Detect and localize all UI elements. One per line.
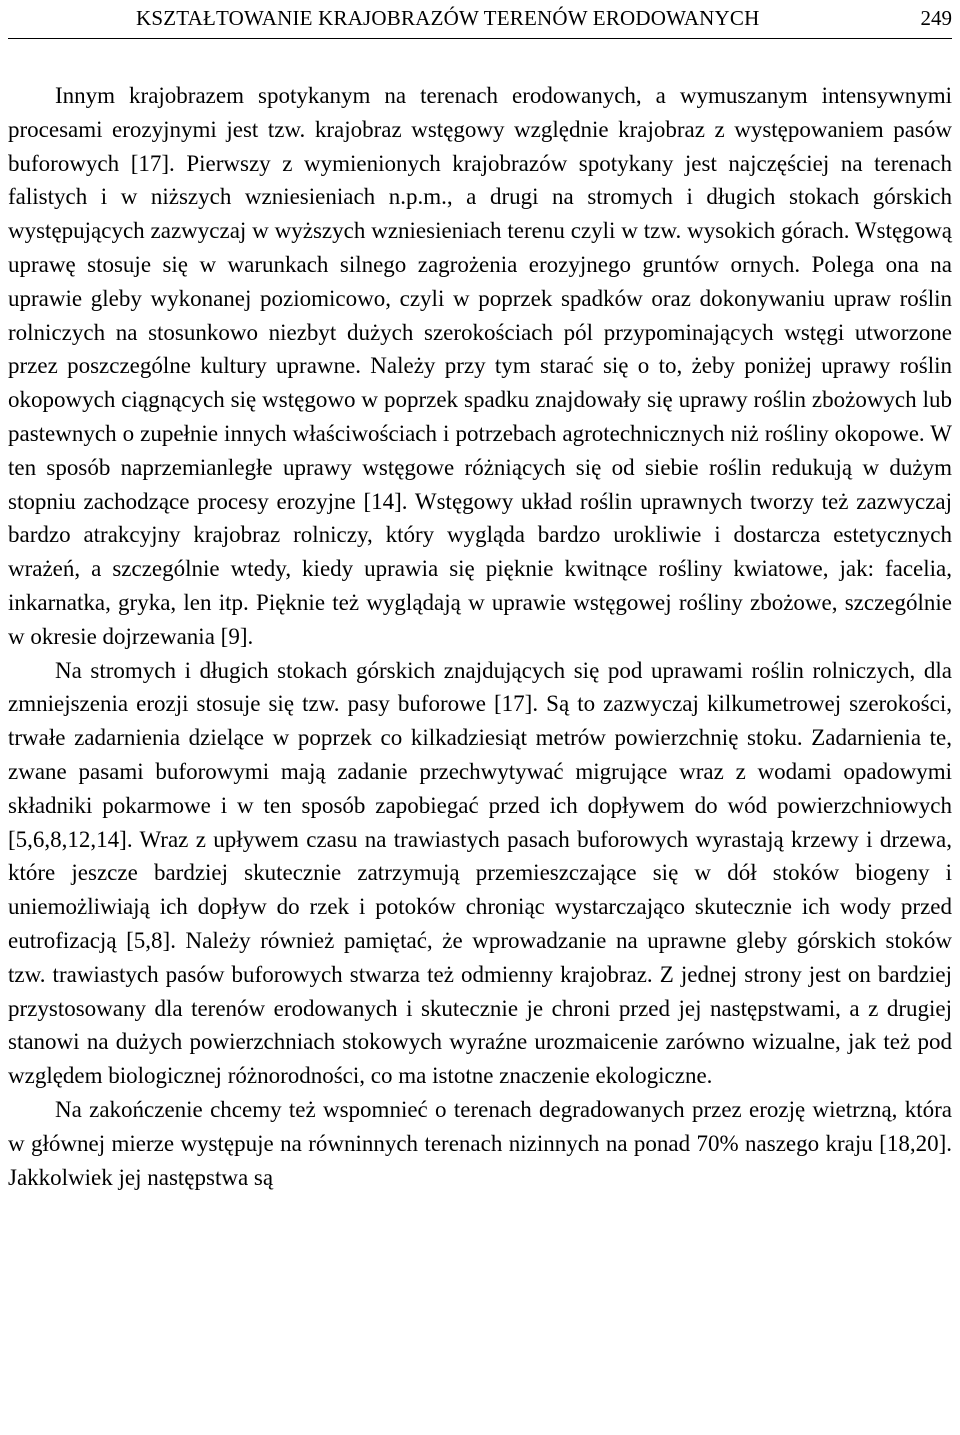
paragraph: Na stromych i długich stokach górskich znajdujących się pod uprawami roślin rolniczych, dla zmniejszenia erozji stosuje się tzw. pasy buforowe [17]. Są to zazwyczaj kilkumetrowej szerokości, trwałe zadarnienia dzielące w poprzek co kilkadziesiąt metrów powierzchnię stoku. Zadarnienia te, zwane pasami buforowymi mają zadanie przechwytywać migrujące wraz z wodami opadowymi składniki pokarmowe i w ten sposób zapobiegać przed ich dopływem do wód powierzchniowych [5,6,8,12,14]. Wraz z upływem czasu na trawiastych pasach buforowych wyrastają krzewy i drzewa, które jeszcze bardziej skutecznie zatrzymują przemieszczające się w dół stoków biogeny i uniemożliwiają ich dopływ do rzek i potoków chroniąc wystarczająco skutecznie ich wody przed eutrofizacją [5,8]. Należy również pamiętać, że wprowadzanie na uprawne gleby górskich stoków tzw. trawiastych pasów buforowych stwarza też odmienny krajobraz. Z jednej strony jest on bardziej przystosowany dla terenów erodowanych i skutecznie je chroni przed jej następstwami, a z drugiej stanowi na dużych powierzchniach stokowych wyraźne urozmaicenie zarówno wizualne, jak też pod względem biologicznej różnorodności, co ma istotne znaczenie ekologiczne.	[8, 657, 952, 1089]
running-header	[8, 0, 952, 39]
body-text	[8, 79, 952, 1194]
document-page	[8, 0, 952, 1194]
paragraph: Innym krajobrazem spotykanym na terenach erodowanych, a wymuszanym intensywnymi procesami erozyjnymi jest tzw. krajobraz wstęgowy względnie krajobraz z występowaniem pasów buforowych [17]. Pierwszy z wymienionych krajobrazów spotykany jest najczęściej na terenach falistych i w niższych wzniesieniach n.p.m., a drugi na stromych i długich stokach górskich występujących zazwyczaj w wyższych wzniesieniach terenu czyli w tzw. wysokich górach. Wstęgową uprawę stosuje się w warunkach silnego zagrożenia erozyjnego gruntów ornych. Polega ona na uprawie gleby wykonanej poziomicowo, czyli w poprzek spadków oraz dokonywaniu upraw roślin rolniczych na stosunkowo niezbyt dużych szerokościach pól przypominających wstęgi utworzone przez poszczególne kultury uprawne. Należy przy tym starać się o to, żeby poniżej uprawy roślin okopowych ciągnących się wstęgowo w poprzek spadku znajdowały się uprawy roślin zbożowych lub pastewnych o zupełnie innych właściwościach i potrzebach agrotechnicznych niż rośliny okopowe. W ten sposób naprzemianległe uprawy wstęgowe różniących się od siebie roślin redukują w dużym stopniu zachodzące procesy erozyjne [14]. Wstęgowy układ roślin uprawnych tworzy też zazwyczaj bardzo atrakcyjny krajobraz rolniczy, który wygląda bardzo urokliwie i dostarcza estetycznych wrażeń, a szczególnie wtedy, kiedy uprawia się pięknie kwitnące rośliny kwiatowe, jak: facelia, inkarnatka, gryka, len itp. Pięknie też wyglądają w uprawie wstęgowej rośliny zbożowe, szczególnie w okresie dojrzewania [9].	[8, 83, 952, 649]
page-number: 249	[920, 6, 952, 30]
paragraph: Na zakończenie chcemy też wspomnieć o terenach degradowanych przez erozję wietrzną, która w głównej mierze występuje na równinnych terenach nizinnych na ponad 70% naszego kraju [18,20]. Jakkolwiek jej następstwa są	[8, 1096, 952, 1190]
running-title: KSZTAŁTOWANIE KRAJOBRAZÓW TERENÓW ERODOWANYCH	[136, 6, 760, 30]
